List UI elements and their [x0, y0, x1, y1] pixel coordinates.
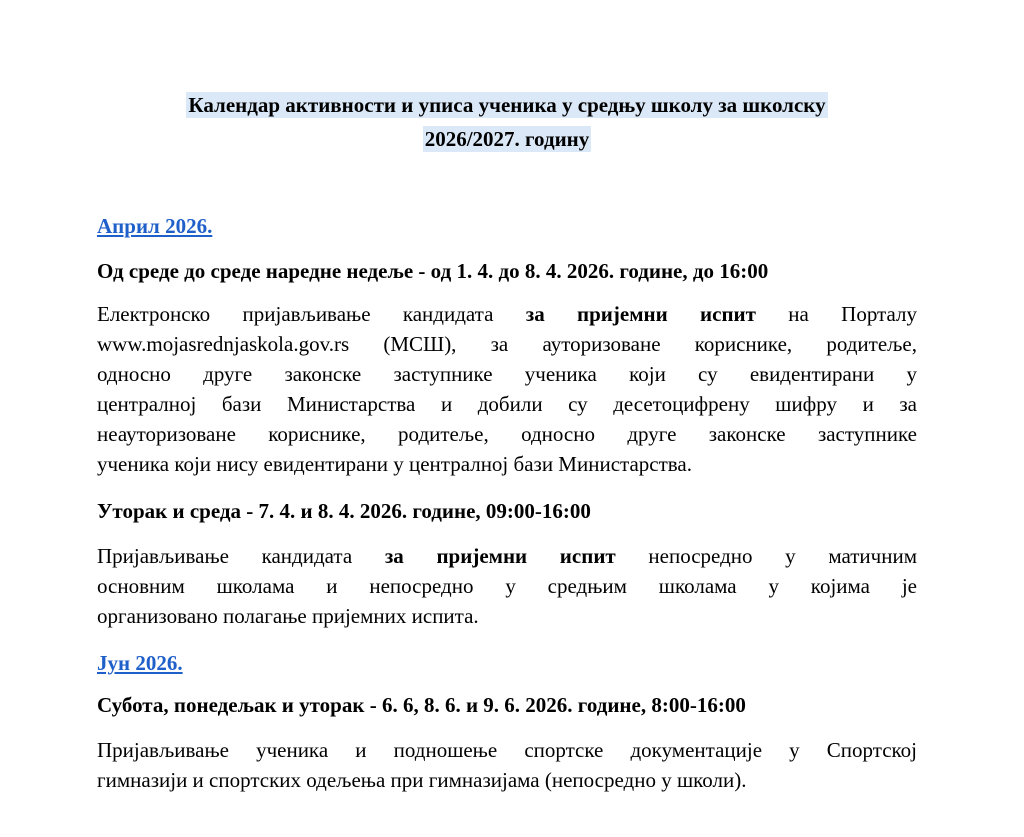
- entry-heading: Субота, понедељак и уторак - 6. 6, 8. 6. и 9. 6. 2026. године, 8:00-16:00: [97, 693, 746, 717]
- entry-heading: Уторак и среда - 7. 4. и 8. 4. 2026. године, 09:00-16:00: [97, 499, 591, 523]
- document-title: [97, 88, 917, 156]
- entry-body: [97, 735, 917, 795]
- body-line: организовано полагање пријемних испита.: [97, 604, 479, 628]
- month-heading-june[interactable]: Јун 2026.: [97, 651, 183, 675]
- title-line-2: 2026/2027. годину: [424, 127, 590, 151]
- emphasis-text: за пријемни испит: [525, 302, 756, 326]
- title-line-1: Календар активности и уписа ученика у средњу школу за школску: [188, 93, 826, 117]
- body-line: односно друге законске заступнике ученика који су евидентирани у: [97, 362, 917, 386]
- entry-body: [97, 541, 917, 631]
- emphasis-text: за пријемни испит: [384, 544, 616, 568]
- body-line: основним школама и непосредно у средњим школама у којима је: [97, 574, 917, 598]
- body-line: www.mojasrednjaskola.gov.rs (МСШ), за ауторизоване кориснике, родитеље,: [97, 332, 917, 356]
- body-line: Пријављивање кандидата за пријемни испит непосредно у матичним: [97, 544, 917, 568]
- month-heading-april[interactable]: Април 2026.: [97, 214, 213, 238]
- body-line: неауторизоване кориснике, родитеље, односно друге законске заступнике: [97, 422, 917, 446]
- body-line: централној бази Министарства и добили су десетоцифрену шифру и за: [97, 392, 917, 416]
- entry-heading: Од среде до среде наредне недеље - од 1. 4. до 8. 4. 2026. године, до 16:00: [97, 259, 769, 283]
- entry-body: [97, 299, 917, 479]
- body-line: Пријављивање ученика и подношење спортске документације у Спортској: [97, 738, 917, 762]
- body-line: Електронско пријављивање кандидата за пријемни испит на Порталу: [97, 302, 917, 326]
- body-line: гимназији и спортских одељења при гимназијама (непосредно у школи).: [97, 768, 747, 792]
- body-line: ученика који нису евидентирани у централној бази Министарства.: [97, 452, 692, 476]
